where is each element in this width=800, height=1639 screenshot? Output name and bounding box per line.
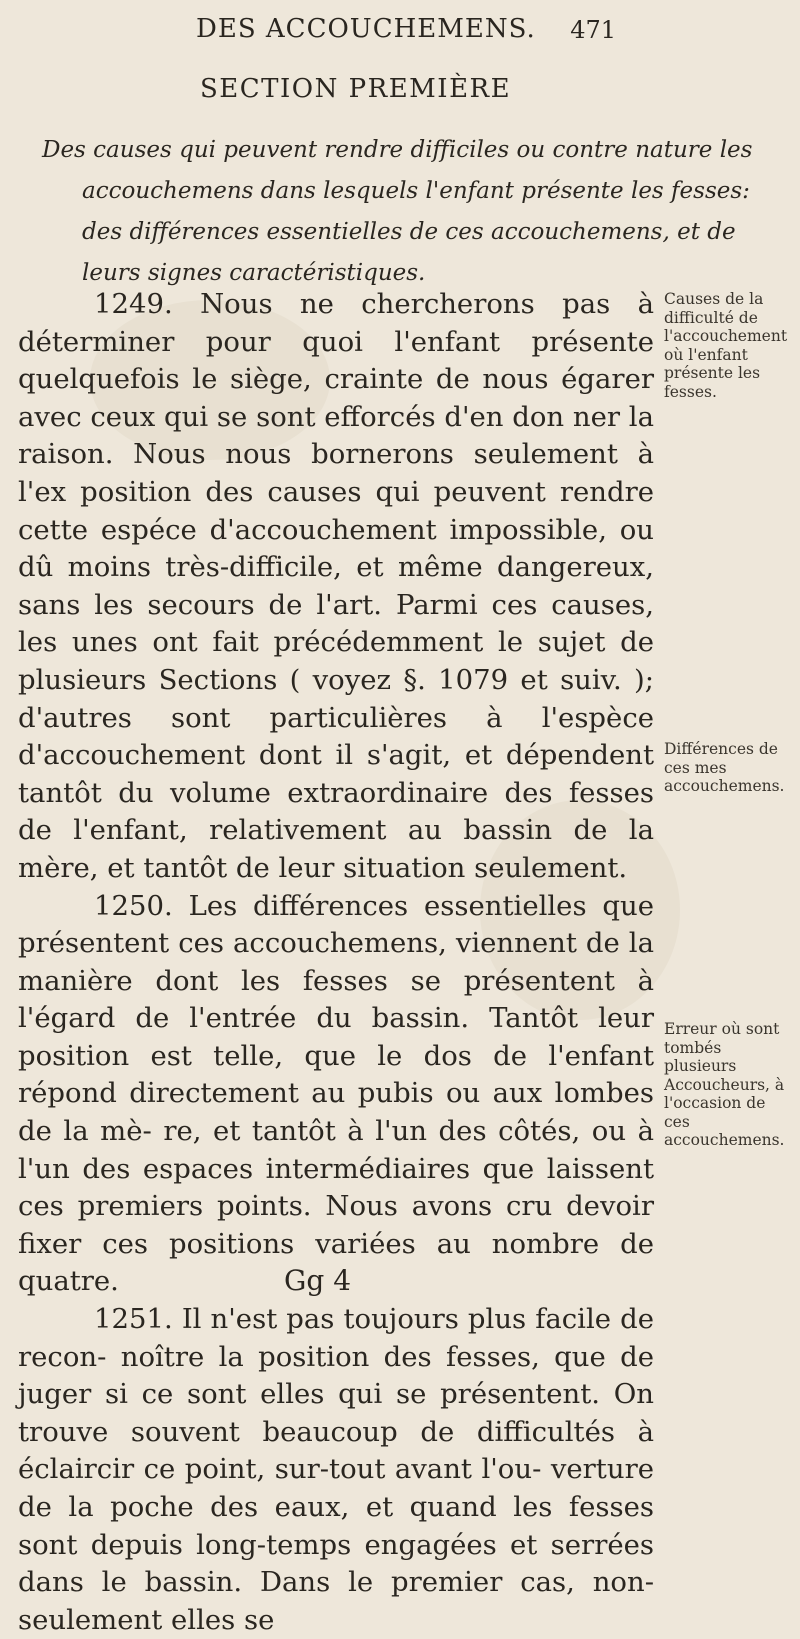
- main-text: [18, 286, 654, 1639]
- margin-note-differences: Différences de ces mes accouchemens.: [664, 740, 785, 795]
- running-head-title: DES ACCOUCHEMENS.: [196, 14, 536, 44]
- section-summary: Des causes qui peuvent rendre difficiles ou contre nature les accouchemens dans lesquels l'enfant présente les fesses: des différences essentielles de ces accouchemens, et de leurs signes caractéristiques.: [42, 137, 753, 286]
- section-title: SECTION PREMIÈRE: [200, 74, 512, 104]
- margin-note-causes: Causes de la difficulté de l'accouchement où l'enfant présente les fesses.: [664, 290, 788, 401]
- page-number: 471: [570, 16, 616, 44]
- paragraph-1251: [18, 1301, 654, 1639]
- paragraph-text: Nous ne chercherons pas à déterminer pour quoi l'enfant présente quelquefois le siège, crainte de nous égarer avec ceux qui se sont efforcés d'en don ner la raison. Nous nous bornerons seulement à l'ex position des causes qui peuvent rendre cette espéce d'accouchement impossible, ou dû moins très-difficile, et même dangereux, sans les secours de l'art. Parmi ces causes, les unes ont fait précédemment le sujet de plusieurs Sections ( voyez §. 1079 et suiv. ); d'autres sont particulières à l'espèce d'accouchement dont il s'agit, et dépendent tantôt du volume extraordinaire des fesses de l'enfant, relativement au bassin de la mère, et tantôt de leur situation seulement.: [18, 288, 654, 884]
- margin-note-error: Erreur où sont tombés plusieurs Accoucheurs, à l'occasion de ces accouchemens.: [664, 1020, 785, 1149]
- paragraph-text: Il n'est pas toujours plus facile de recon- noître la position des fesses, que de juger si ce sont elles qui se présentent. On trouve souvent beaucoup de difficultés à éclaircir ce point, sur-tout avant l'ou- verture de la poche des eaux, et quand les fesses sont depuis long-temps engagées et serrées dans le bassin. Dans le premier cas, non-seulement elles se: [18, 1303, 654, 1636]
- running-head: [196, 14, 616, 54]
- paragraph-text: Les différences essentielles que présentent ces accouchemens, viennent de la manière dont les fesses se présentent à l'égard de l'entrée du bassin. Tantôt leur position est telle, que le dos de l'enfant répond directement au pubis ou aux lombes de la mè- re, et tantôt à l'un des côtés, ou à l'un des espaces intermédiaires que laissent ces premiers points. Nous avons cru devoir fixer ces positions variées au nombre de quatre.: [18, 889, 654, 1298]
- paragraph-number: 1249.: [94, 288, 173, 320]
- signature-mark: Gg 4: [284, 1264, 352, 1297]
- paragraph-number: 1250.: [94, 889, 173, 922]
- paragraph-1250: [18, 888, 654, 1302]
- paragraph-number: 1251.: [94, 1303, 173, 1336]
- paragraph-1249: [18, 286, 654, 888]
